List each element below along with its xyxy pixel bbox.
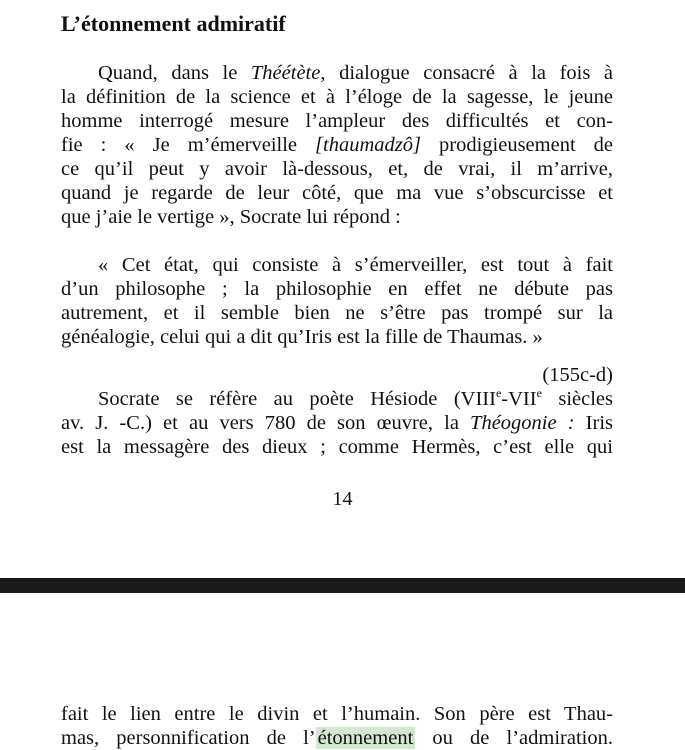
quote-line: d’un philosophe ; la philosophie en effet ne débute pas	[61, 278, 613, 300]
italic-title: Théétète,	[250, 62, 326, 84]
italic-title: Théogonie :	[470, 412, 575, 434]
text-line: homme interrogé mesure l’ampleur des difficultés et con-	[61, 110, 613, 132]
text-line: fie : « Je m’émerveille [thaumadzô] prodigieusement de	[61, 134, 614, 156]
quote-line: autrement, et il semble bien ne s’être pas trompé sur la	[61, 302, 613, 324]
citation	[61, 363, 613, 387]
next-page-text	[61, 702, 613, 750]
paragraph-hesiode	[61, 387, 613, 459]
text-line: fait le lien entre le divin et l’humain. Son père est Thau-	[61, 703, 613, 725]
quote-line: généalogie, celui qui a dit qu’Iris est la fille de Thaumas. »	[61, 326, 543, 348]
paragraph-theetete	[61, 61, 613, 229]
highlighted-word[interactable]: étonnement	[317, 727, 414, 749]
text-line: Quand, dans le Théétète, dialogue consacré à la fois à	[98, 62, 614, 84]
page-separator	[0, 578, 685, 593]
citation-reference: (155c-d)	[542, 364, 613, 386]
text-line: quand je regarde de leur côté, que ma vue s’obscurcisse et	[61, 182, 613, 204]
quote-line: « Cet état, qui consiste à s’émerveiller, est tout à fait	[98, 254, 613, 276]
italic-term: [thaumadzô]	[315, 134, 421, 156]
page-number: 14	[332, 488, 353, 510]
block-quote	[61, 253, 613, 349]
text-line: ce qu’il peut y avoir là-dessous, et, de vrai, il m’arrive,	[61, 158, 613, 180]
text-line: mas, personnification de l’étonnement ou de l’admiration.	[61, 727, 613, 749]
text-line: Socrate se réfère au poète Hésiode (VIIIe-VIIe siècles	[98, 386, 613, 410]
text-line: est la messagère des dieux ; comme Hermès, c’est elle qui	[61, 436, 613, 458]
text-line: que j’aie le vertige », Socrate lui répond :	[61, 206, 401, 228]
text-line: av. J. -C.) et au vers 780 de son œuvre, la Théogonie : Iris	[61, 412, 613, 434]
section-heading: L’étonnement admiratif	[61, 11, 286, 36]
text-line: la définition de la science et à l’éloge de la sagesse, le jeune	[61, 86, 613, 108]
